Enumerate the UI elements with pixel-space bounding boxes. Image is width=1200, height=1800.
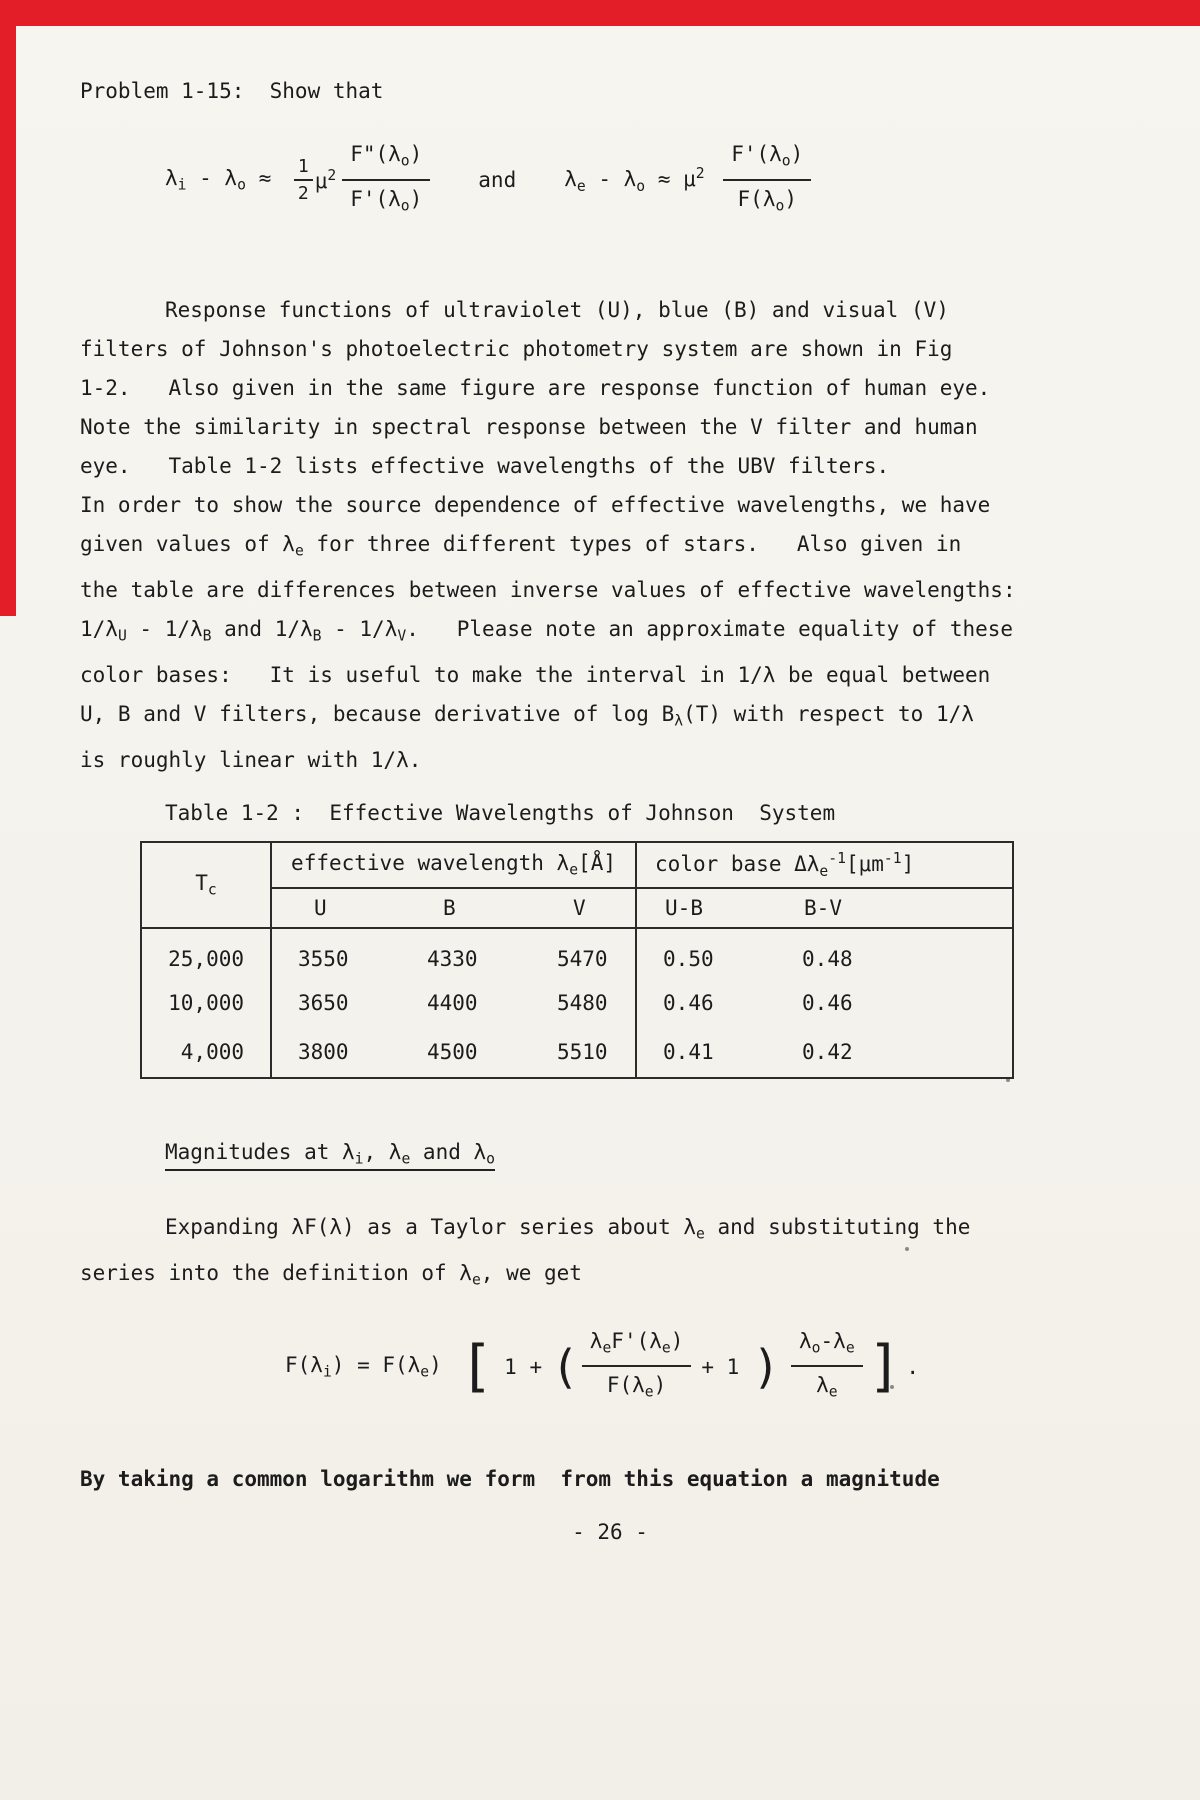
paragraph-line: eye. Table 1-2 lists effective wavelengths of the UBV filters.: [80, 454, 890, 479]
eq2-fraction-1: [582, 1328, 692, 1406]
eq1-coeff-denominator: 2: [297, 182, 309, 204]
table-subheader-bv: B-V: [776, 888, 1013, 928]
table-cell-tc: 25,000: [141, 928, 271, 978]
eq2-plus-one: + 1: [701, 1354, 740, 1379]
table-cell-v: 5510: [531, 1028, 636, 1078]
table-cell-u: 3650: [298, 990, 349, 1015]
table-header-tc: $T_c$: [141, 842, 271, 928]
paragraph-line: $1/\lambda_U - 1/\lambda_B$ and $1/\lambda_B - 1/\lambda_V$. Please note an approximate equality of these: [80, 617, 1014, 645]
paragraph-line: series into the definition of $\lambda_e$, we get: [80, 1260, 582, 1289]
table-caption: Table 1-2 : Effective Wavelengths of Johnson System: [165, 800, 836, 825]
page-number: - 26 -: [572, 1520, 648, 1545]
table-cell-b: 4400: [427, 990, 478, 1015]
eq1-coefficient-fraction: [294, 157, 313, 204]
paragraph-line: Expanding λF(λ) as a Taylor series about $\lambda_e$ and substituting the: [165, 1215, 971, 1243]
eq1-rhs: $\lambda_e - \lambda_o \approx \mu^2$: [564, 165, 705, 196]
eq2-right-paren: ): [752, 1339, 781, 1394]
eq2-frac1-denominator: $F(\lambda_e)$: [606, 1373, 667, 1402]
eq2-frac1-numerator: $\lambda_eF'(\lambda_e)$: [582, 1328, 692, 1368]
table-cell-u: 3800: [298, 1040, 349, 1065]
paragraph-line: 1-2. Also given in the same figure are response function of human eye.: [80, 376, 991, 401]
eq1-lhs: $\lambda_i - \lambda_o$ ≈: [165, 166, 284, 195]
eq1-and-connector: and: [478, 168, 517, 193]
eq2-left-paren: (: [551, 1339, 579, 1394]
paragraph-line: U, B and V filters, because derivative of $\log B_\lambda(T)$ with respect to 1/λ: [80, 701, 974, 730]
table-cell-tc: 10,000: [141, 978, 271, 1028]
eq2-lhs: $F(\lambda_i) = F(\lambda_e)$: [285, 1352, 455, 1381]
paragraph-line: Note the similarity in spectral response between the V filter and human: [80, 415, 978, 440]
table-group-color-base: color base $\Delta\lambda_e^{-1}[\mu m^{-1}]$: [636, 842, 1013, 888]
eq1-frac1-numerator: $F"(\lambda_o)$: [342, 141, 430, 181]
eq2-frac2-numerator: $\lambda_o-\lambda_e$: [791, 1328, 863, 1368]
table-cell-b: 4500: [427, 1040, 478, 1065]
table-effective-wavelengths: [140, 841, 1014, 1079]
eq2-right-bracket: ]: [867, 1333, 902, 1399]
table-cell-b: 4330: [427, 947, 478, 972]
table-cell-v: 5480: [531, 978, 636, 1028]
table-cell-v: 5470: [531, 928, 636, 978]
eq2-period: .: [906, 1354, 920, 1379]
eq1-fraction-1: [342, 141, 430, 219]
table-1-2-wrapper: [140, 841, 1140, 1079]
paragraph-line: color bases: It is useful to make the interval in 1/λ be equal between: [80, 662, 991, 687]
problem-heading: Problem 1-15: Show that: [80, 79, 384, 103]
eq1-mu-squared: $\mu^2$: [314, 167, 337, 194]
equation-problem-statement: [165, 141, 1140, 219]
table-cell-bv: 0.42: [802, 1040, 853, 1065]
table-subheader-v: V: [531, 888, 636, 928]
paragraph-line: In order to show the source dependence of effective wavelengths, we have: [80, 493, 991, 518]
eq1-frac2-denominator: $F(\lambda_o)$: [737, 186, 797, 215]
eq2-fraction-2: [791, 1328, 863, 1406]
table-cell-ub: 0.41: [663, 1040, 714, 1065]
paragraph-line: given values of $\lambda_e$ for three different types of stars. Also given in: [80, 532, 962, 561]
eq1-fraction-2: [723, 141, 811, 219]
eq2-one-plus: 1 +: [504, 1354, 543, 1379]
table-cell-ub: 0.46: [663, 990, 714, 1015]
eq2-frac2-denominator: $\lambda_e$: [816, 1373, 838, 1402]
section-heading-text: Magnitudes at $\lambda_i$, $\lambda_e$ and $\lambda_o$: [165, 1140, 495, 1171]
eq1-frac1-denominator: $F'(\lambda_o)$: [350, 186, 423, 215]
eq2-left-bracket: [: [459, 1333, 494, 1399]
table-cell-ub: 0.50: [663, 947, 714, 972]
table-subheader-u: U: [271, 888, 401, 928]
table-cell-bv: 0.46: [802, 990, 853, 1015]
table-group-effective-wavelength: effective wavelength $\lambda_e[Å]$: [271, 842, 636, 888]
table-cell-u: 3550: [298, 947, 349, 972]
equation-taylor-expansion: [285, 1328, 1140, 1406]
paragraph-line: is roughly linear with 1/λ.: [80, 747, 422, 772]
paragraph-expanding: [80, 1208, 1140, 1299]
eq1-coeff-numerator: 1: [294, 157, 313, 181]
table-cell-bv: 0.48: [802, 947, 853, 972]
paragraph-line: Response functions of ultraviolet (U), blue (B) and visual (V): [165, 298, 949, 323]
section-heading-magnitudes: [165, 1133, 1140, 1179]
eq1-frac2-numerator: $F'(\lambda_o)$: [723, 141, 811, 181]
paragraph-response-functions: [80, 291, 1140, 779]
table-cell-tc: 4,000: [141, 1028, 271, 1078]
table-subheader-b: B: [401, 888, 531, 928]
paragraph-line: filters of Johnson's photoelectric photometry system are shown in Fig: [80, 337, 953, 362]
closing-sentence: By taking a common logarithm we form from this equation a magnitude: [80, 1467, 940, 1492]
table-subheader-ub: U-B: [636, 888, 776, 928]
paragraph-line: the table are differences between inverse values of effective wavelengths:: [80, 578, 1016, 603]
